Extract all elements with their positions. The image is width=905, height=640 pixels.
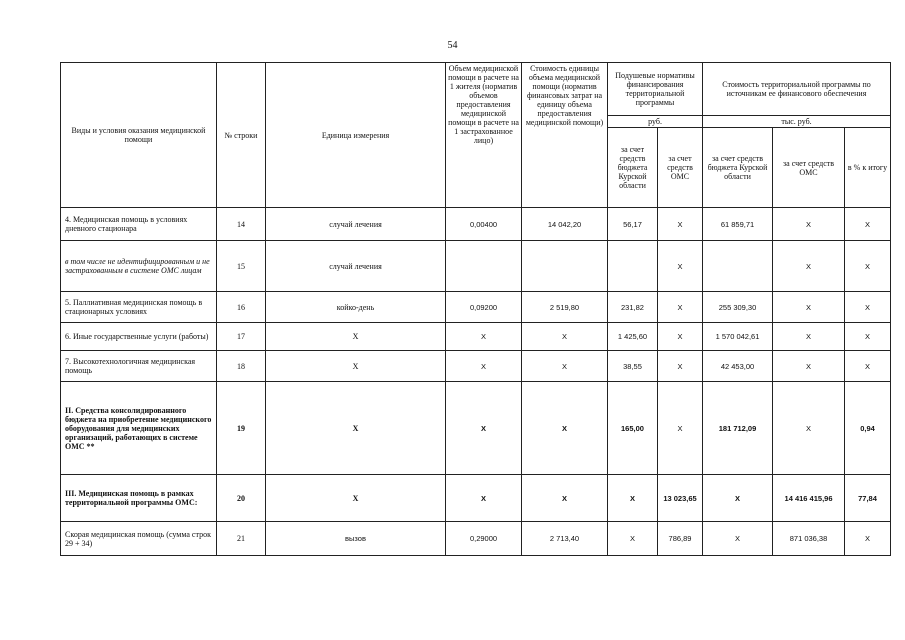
row-pc-budget: 165,00: [608, 382, 658, 475]
row-pc-oms: 13 023,65: [658, 475, 703, 522]
row-pr-oms: Х: [773, 241, 845, 292]
table-row: [61, 522, 891, 556]
table-row: [61, 382, 891, 475]
row-name: 5. Паллиативная медицинская помощь в стационарных условиях: [61, 292, 217, 323]
row-unit: вызов: [266, 522, 446, 556]
row-pr-budget: 42 453,00: [703, 351, 773, 382]
row-pc-oms: Х: [658, 351, 703, 382]
row-pc-budget: Х: [608, 475, 658, 522]
header-cost: Стоимость единицы объема медицинской помощи (норматив финансовых затрат на единицу объема предоставления медицинской помощи): [522, 63, 608, 208]
row-pr-budget: Х: [703, 522, 773, 556]
row-pc-oms: Х: [658, 323, 703, 351]
program-cost-table: [60, 62, 891, 556]
row-volume: [446, 241, 522, 292]
row-volume: Х: [446, 351, 522, 382]
row-pr-oms: Х: [773, 351, 845, 382]
row-pr-budget: 181 712,09: [703, 382, 773, 475]
row-unit: Х: [266, 475, 446, 522]
header-row-number: № строки: [217, 63, 266, 208]
row-volume: 0,09200: [446, 292, 522, 323]
row-cost: Х: [522, 382, 608, 475]
row-pc-oms: Х: [658, 292, 703, 323]
row-name: 7. Высокотехнологичная медицинская помощь: [61, 351, 217, 382]
row-pr-budget: 255 309,30: [703, 292, 773, 323]
row-pr-budget: 61 859,71: [703, 208, 773, 241]
row-number: 19: [217, 382, 266, 475]
row-pc-oms: Х: [658, 241, 703, 292]
header-budget: за счет средств бюджета Курской области: [608, 128, 658, 208]
row-volume: 0,29000: [446, 522, 522, 556]
header-unit: Единица измерения: [266, 63, 446, 208]
header-oms: за счет средств ОМС: [658, 128, 703, 208]
row-pct: 77,84: [845, 475, 891, 522]
row-pr-budget: [703, 241, 773, 292]
row-pr-oms: Х: [773, 382, 845, 475]
row-pr-budget: 1 570 042,61: [703, 323, 773, 351]
row-name: Скорая медицинская помощь (сумма строк 29 + 34): [61, 522, 217, 556]
row-pr-oms: 871 036,38: [773, 522, 845, 556]
row-cost: Х: [522, 323, 608, 351]
header-rub: руб.: [608, 116, 703, 128]
row-unit: Х: [266, 351, 446, 382]
row-number: 21: [217, 522, 266, 556]
row-number: 14: [217, 208, 266, 241]
header-oms-2: за счет средств ОМС: [773, 128, 845, 208]
row-cost: 2 713,40: [522, 522, 608, 556]
row-pc-budget: 56,17: [608, 208, 658, 241]
row-cost: 2 519,80: [522, 292, 608, 323]
row-unit: случай лечения: [266, 208, 446, 241]
row-unit: Х: [266, 323, 446, 351]
row-volume: Х: [446, 475, 522, 522]
row-pr-oms: Х: [773, 292, 845, 323]
row-number: 17: [217, 323, 266, 351]
row-volume: 0,00400: [446, 208, 522, 241]
row-cost: [522, 241, 608, 292]
header-per-capita: Подушевые нормативы финансирования территориальной программы: [608, 63, 703, 116]
row-cost: Х: [522, 351, 608, 382]
row-volume: Х: [446, 382, 522, 475]
row-pc-budget: Х: [608, 522, 658, 556]
row-pct: Х: [845, 522, 891, 556]
header-thous-rub: тыс. руб.: [703, 116, 891, 128]
table-row: [61, 208, 891, 241]
row-pc-budget: 1 425,60: [608, 323, 658, 351]
header-kind: Виды и условия оказания медицинской помощи: [61, 63, 217, 208]
table-row: [61, 241, 891, 292]
row-name: 6. Иные государственные услуги (работы): [61, 323, 217, 351]
header-budget-2: за счет средств бюджета Курской области: [703, 128, 773, 208]
row-pr-oms: Х: [773, 208, 845, 241]
row-number: 16: [217, 292, 266, 323]
header-volume: Объем медицинской помощи в расчете на 1 жителя (норматив объемов предоставления медицинской помощи в расчете на 1 застрахованное лицо): [446, 63, 522, 208]
row-pr-oms: Х: [773, 323, 845, 351]
header-pct: в % к итогу: [845, 128, 891, 208]
row-unit: Х: [266, 382, 446, 475]
row-pct: Х: [845, 292, 891, 323]
row-pc-oms: Х: [658, 208, 703, 241]
table-row: [61, 475, 891, 522]
table-row: [61, 351, 891, 382]
row-pct: 0,94: [845, 382, 891, 475]
row-pc-budget: 231,82: [608, 292, 658, 323]
row-pr-oms: 14 416 415,96: [773, 475, 845, 522]
row-cost: Х: [522, 475, 608, 522]
row-pct: Х: [845, 351, 891, 382]
row-pc-oms: 786,89: [658, 522, 703, 556]
row-unit: случай лечения: [266, 241, 446, 292]
row-name: III. Медицинская помощь в рамках территориальной программы ОМС:: [61, 475, 217, 522]
row-unit: койко-день: [266, 292, 446, 323]
row-number: 20: [217, 475, 266, 522]
row-pct: Х: [845, 323, 891, 351]
row-pc-budget: [608, 241, 658, 292]
table-row: [61, 292, 891, 323]
row-name: 4. Медицинская помощь в условиях дневного стационара: [61, 208, 217, 241]
page-number: 54: [447, 40, 458, 51]
row-pct: Х: [845, 241, 891, 292]
row-pc-oms: Х: [658, 382, 703, 475]
row-name: II. Средства консолидированного бюджета на приобретение медицинского оборудования для медицинских организаций, работающих в системе ОМС **: [61, 382, 217, 475]
row-pc-budget: 38,55: [608, 351, 658, 382]
row-pct: Х: [845, 208, 891, 241]
row-name: в том числе не идентифицированным и не застрахованным в системе ОМС лицам: [61, 241, 217, 292]
table-row: [61, 323, 891, 351]
row-number: 15: [217, 241, 266, 292]
row-volume: Х: [446, 323, 522, 351]
header-program-cost: Стоимость территориальной программы по источникам ее финансового обеспечения: [703, 63, 891, 116]
row-pr-budget: Х: [703, 475, 773, 522]
row-number: 18: [217, 351, 266, 382]
row-cost: 14 042,20: [522, 208, 608, 241]
